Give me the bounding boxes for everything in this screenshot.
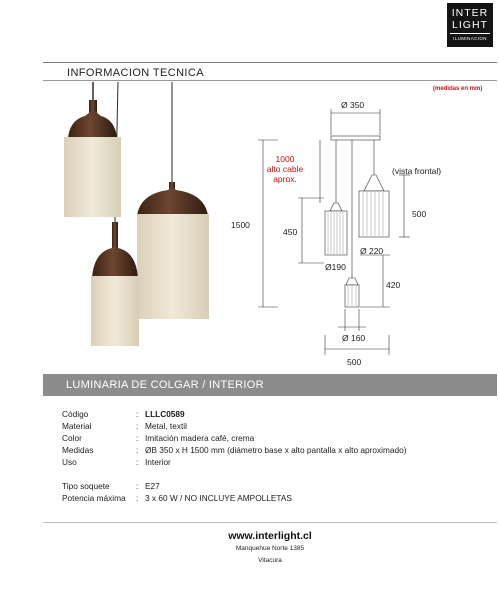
spec-separator: : <box>136 433 139 443</box>
footer-rule <box>43 522 497 523</box>
spec-label: Color <box>62 433 82 443</box>
spec-label: Medidas <box>62 445 94 455</box>
bottom-diameter-label: Ø 160 <box>342 333 366 343</box>
section-title: INFORMACION TECNICA <box>67 67 204 79</box>
spec-separator: : <box>136 409 139 419</box>
large-height-label: 500 <box>412 209 427 219</box>
spec-separator: : <box>136 445 139 455</box>
units-note: (medidas en mm) <box>433 86 483 92</box>
mid-drop-label: 420 <box>386 280 401 290</box>
large-diameter-label: Ø 220 <box>360 246 384 256</box>
small-height-label: 450 <box>283 227 298 237</box>
spec-value: 3 x 60 W / NO INCLUYE AMPOLLETAS <box>145 493 292 503</box>
pendant-lamp-right <box>137 182 209 319</box>
spec-value: Interior <box>145 457 171 467</box>
spec-separator: : <box>136 481 139 491</box>
spec-label: Código <box>62 409 89 419</box>
cable-note-1: alto cable <box>266 164 304 174</box>
spec-label: Potencia máxima <box>62 493 126 503</box>
brand-line-2: LIGHT <box>452 19 488 31</box>
cable-length-label <box>263 154 307 184</box>
spec-value: Imitación madera café, crema <box>145 433 255 443</box>
spec-value: LLLC0589 <box>145 409 185 419</box>
spec-label: Tipo soquete <box>62 481 110 491</box>
address-text: Manquehue Norte 1385 <box>235 545 305 552</box>
cable-note-2: aprox. <box>273 174 297 184</box>
canopy-outline <box>331 136 380 140</box>
spec-separator: : <box>136 493 139 503</box>
brand-logo <box>447 3 493 47</box>
cable-length-value: 1000 <box>275 154 295 164</box>
product-photo <box>55 82 230 350</box>
small-diameter-label: Ø190 <box>325 262 346 272</box>
front-view-label: (vista frontal) <box>392 166 442 176</box>
spec-value: Metal, textil <box>145 421 187 431</box>
spec-separator: : <box>136 457 139 467</box>
website-link[interactable]: www.interlight.cl <box>228 530 312 542</box>
brand-line-3: ILUMINACION <box>453 36 487 41</box>
total-width-label: 500 <box>347 357 362 367</box>
header-rule <box>43 62 497 63</box>
product-title: LUMINARIA DE COLGAR / INTERIOR <box>66 379 264 391</box>
spec-label: Uso <box>62 457 77 467</box>
pendant-lamp-left <box>64 100 121 217</box>
total-height-label: 1500 <box>231 220 250 230</box>
brand-line-1: INTER <box>451 7 489 19</box>
section-rule <box>43 80 497 81</box>
spec-label: Material <box>62 421 92 431</box>
spec-value: ØB 350 x H 1500 mm (diámetro base x alto pantalla x alto aproximado) <box>145 445 407 455</box>
logo-divider <box>450 33 490 34</box>
pendant-lamp-middle <box>91 222 139 346</box>
spec-value: E27 <box>145 481 160 491</box>
city-text: Vitacura <box>258 557 282 564</box>
base-diameter-label: Ø 350 <box>341 100 365 110</box>
spec-separator: : <box>136 421 139 431</box>
